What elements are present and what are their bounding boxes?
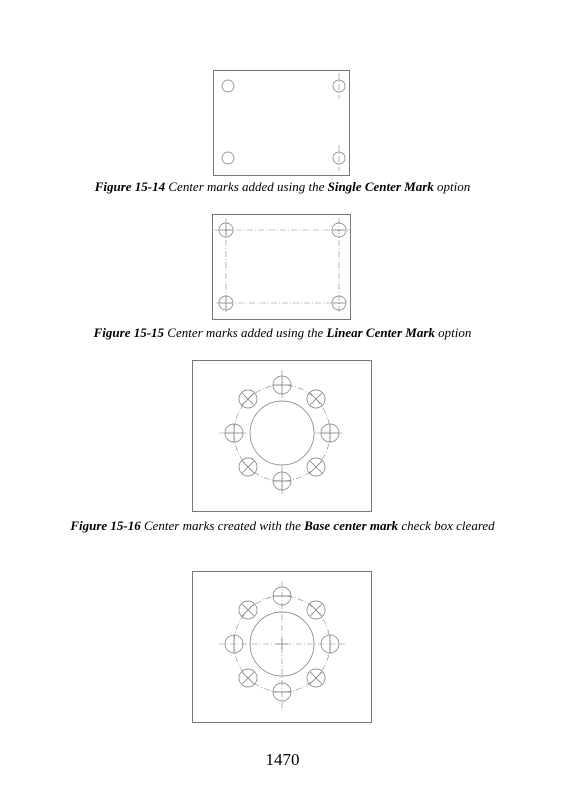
caption-text: Center marks added using the — [165, 179, 328, 194]
figure-label: Figure 15-16 — [70, 518, 141, 533]
hole-circle-with-center-mark — [219, 223, 233, 237]
figure-label: Figure 15-15 — [93, 325, 165, 340]
hole-circle-with-center-mark — [219, 296, 233, 310]
caption-text: check box cleared — [398, 518, 495, 533]
caption-text: option — [434, 325, 472, 340]
caption-text: Center marks added using the — [164, 325, 327, 340]
figure-label: Figure 15-14 — [94, 179, 166, 194]
figure-15-16-caption — [60, 517, 505, 534]
page-number: 1470 — [265, 750, 300, 769]
caption-emphasis: Single Center Mark — [327, 179, 434, 194]
figure-15-14-caption — [60, 178, 505, 195]
caption-emphasis: Linear Center Mark — [326, 325, 435, 340]
caption-text: Center marks created with the — [140, 518, 305, 533]
caption-emphasis: Base center mark — [304, 518, 399, 533]
figure-15-16-drawing — [192, 360, 373, 513]
caption-text: option — [433, 179, 471, 194]
figure-15-15-caption — [60, 324, 505, 341]
figure-15-15-drawing — [212, 214, 352, 321]
figure-15-14-drawing — [213, 70, 351, 177]
figure-base-center-mark-drawing — [192, 571, 373, 724]
